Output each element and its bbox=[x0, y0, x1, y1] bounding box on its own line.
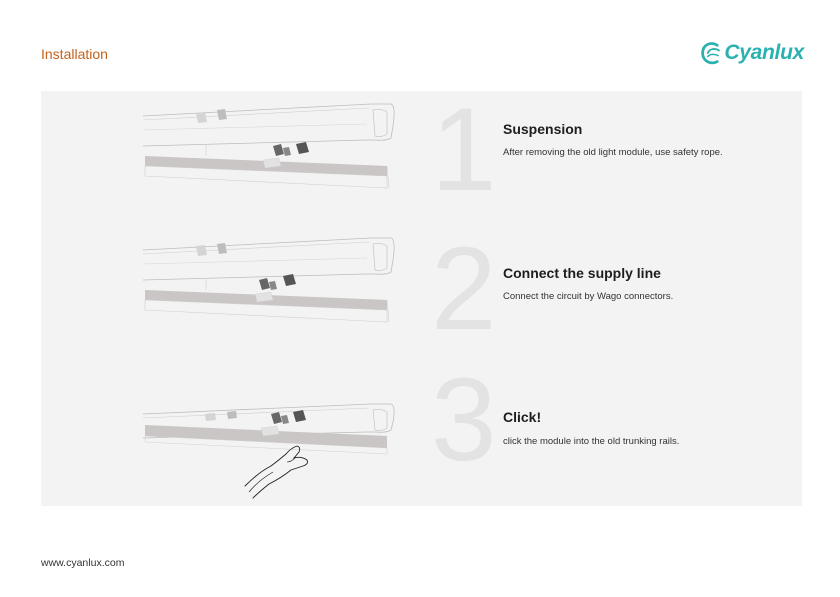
installation-panel bbox=[41, 84, 802, 506]
page-title: Installation bbox=[41, 46, 108, 62]
step-2 bbox=[41, 223, 802, 364]
step-number-1: 1 bbox=[431, 84, 497, 216]
step-1 bbox=[41, 84, 802, 226]
step-desc-3: click the module into the old trunking rails. bbox=[503, 436, 680, 447]
footer-url: www.cyanlux.com bbox=[41, 557, 125, 569]
cyanlux-wave-icon bbox=[700, 38, 722, 68]
click-illustration bbox=[141, 374, 396, 504]
supply-line-illustration bbox=[141, 234, 396, 364]
logo-text: Cyanlux bbox=[724, 41, 804, 64]
suspension-illustration bbox=[141, 96, 396, 226]
step-title-2: Connect the supply line bbox=[503, 265, 661, 281]
step-number-3: 3 bbox=[431, 354, 497, 486]
hand-icon bbox=[245, 446, 308, 498]
step-title-3: Click! bbox=[503, 409, 542, 425]
step-3 bbox=[41, 354, 802, 504]
step-desc-2: Connect the circuit by Wago connectors. bbox=[503, 291, 674, 302]
step-title-1: Suspension bbox=[503, 121, 583, 137]
cyanlux-logo bbox=[700, 36, 804, 70]
step-desc-1: After removing the old light module, use safety rope. bbox=[503, 147, 723, 158]
step-number-2: 2 bbox=[431, 223, 497, 355]
